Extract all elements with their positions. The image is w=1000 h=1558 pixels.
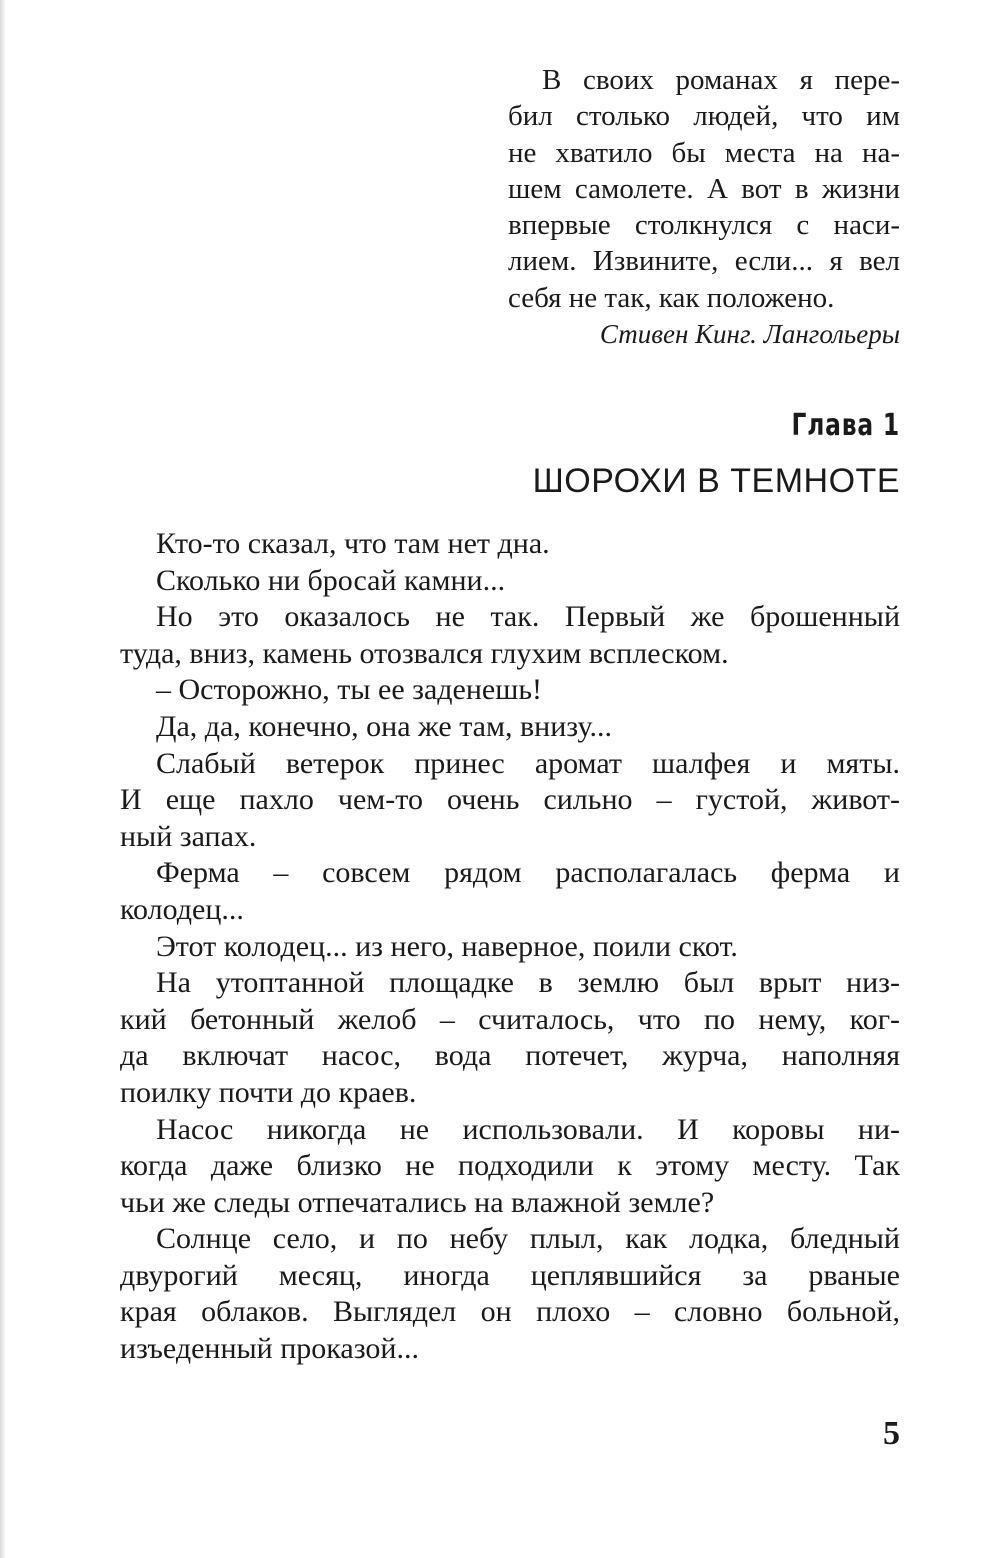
paragraph-line: кий бетонный желоб – считалось, что по нему, ког- [120, 1002, 900, 1036]
paragraph-line: Ферма – совсем рядом располагалась ферма и [156, 856, 900, 890]
epigraph-line: не хватило бы места на на- [508, 136, 900, 169]
paragraph-line: Слабый ветерок принес аромат шалфея и мяты. [156, 746, 900, 780]
paragraph-line: туда, вниз, камень отозвался глухим всплеском. [120, 636, 729, 670]
paragraph-line: Да, да, конечно, она же там, внизу... [156, 709, 612, 743]
paragraph [120, 1112, 900, 1222]
paragraph-line: На утоптанной площадке в землю был врыт низ- [156, 966, 900, 1000]
paragraph [120, 929, 900, 966]
paragraph [120, 1221, 900, 1367]
paragraph [120, 672, 900, 709]
epigraph [508, 62, 900, 352]
paragraph-line: Солнце село, и по небу плыл, как лодка, бледный [156, 1222, 900, 1256]
epigraph-line: впервые столкнулся с наси- [508, 209, 900, 242]
epigraph-attribution: Стивен Кинг. Лангольеры [599, 319, 900, 350]
paragraph-line: И еще пахло чем-то очень сильно – густой, живот- [120, 783, 900, 817]
paragraph-line: да включат насос, вода потечет, журча, наполняя [120, 1039, 900, 1073]
epigraph-line: бил столько людей, что им [508, 100, 900, 133]
paragraph-line: Насос никогда не использовали. И коровы ни- [156, 1112, 900, 1146]
paragraph-line: изъеденный проказой... [120, 1332, 419, 1366]
chapter-body [120, 526, 900, 1368]
paragraph-line: поилку почти до краев. [120, 1075, 417, 1109]
paragraph [120, 855, 900, 928]
epigraph-line: шем самолете. А вот в жизни [508, 172, 900, 205]
page-edge-shadow [0, 0, 6, 1558]
epigraph-line: лием. Извините, если... я вел [508, 245, 900, 278]
paragraph-line: – Осторожно, ты ее заденешь! [156, 673, 543, 707]
paragraph [120, 526, 900, 563]
chapter-label: Глава 1 [791, 408, 900, 443]
paragraph-line: Сколько ни бросай камни... [156, 563, 506, 597]
paragraph-line: ный запах. [120, 819, 257, 853]
paragraph [120, 599, 900, 672]
chapter-title: ШОРОХИ В ТЕМНОТЕ [532, 462, 900, 500]
paragraph-line: края облаков. Выглядел он плохо – словно больной, [120, 1295, 900, 1329]
paragraph [120, 709, 900, 746]
paragraph-line: Кто-то сказал, что там нет дна. [156, 527, 550, 560]
paragraph-line: Но это оказалось не так. Первый же брошенный [156, 600, 900, 634]
paragraph [120, 563, 900, 600]
paragraph-line: Этот колодец... из него, наверное, поили скот. [156, 929, 738, 963]
paragraph [120, 746, 900, 856]
epigraph-line: В своих романах я пере- [542, 64, 900, 96]
epigraph-line: себя не так, как положено. [508, 281, 835, 314]
paragraph [120, 965, 900, 1111]
page-number: 5 [883, 1415, 900, 1452]
paragraph-line: чьи же следы отпечатались на влажной земле? [120, 1185, 715, 1219]
paragraph-line: колодец... [120, 892, 244, 926]
paragraph-line: когда даже близко не подходили к этому месту. Так [120, 1149, 900, 1183]
paragraph-line: двурогий месяц, иногда цеплявшийся за рваные [120, 1258, 900, 1292]
